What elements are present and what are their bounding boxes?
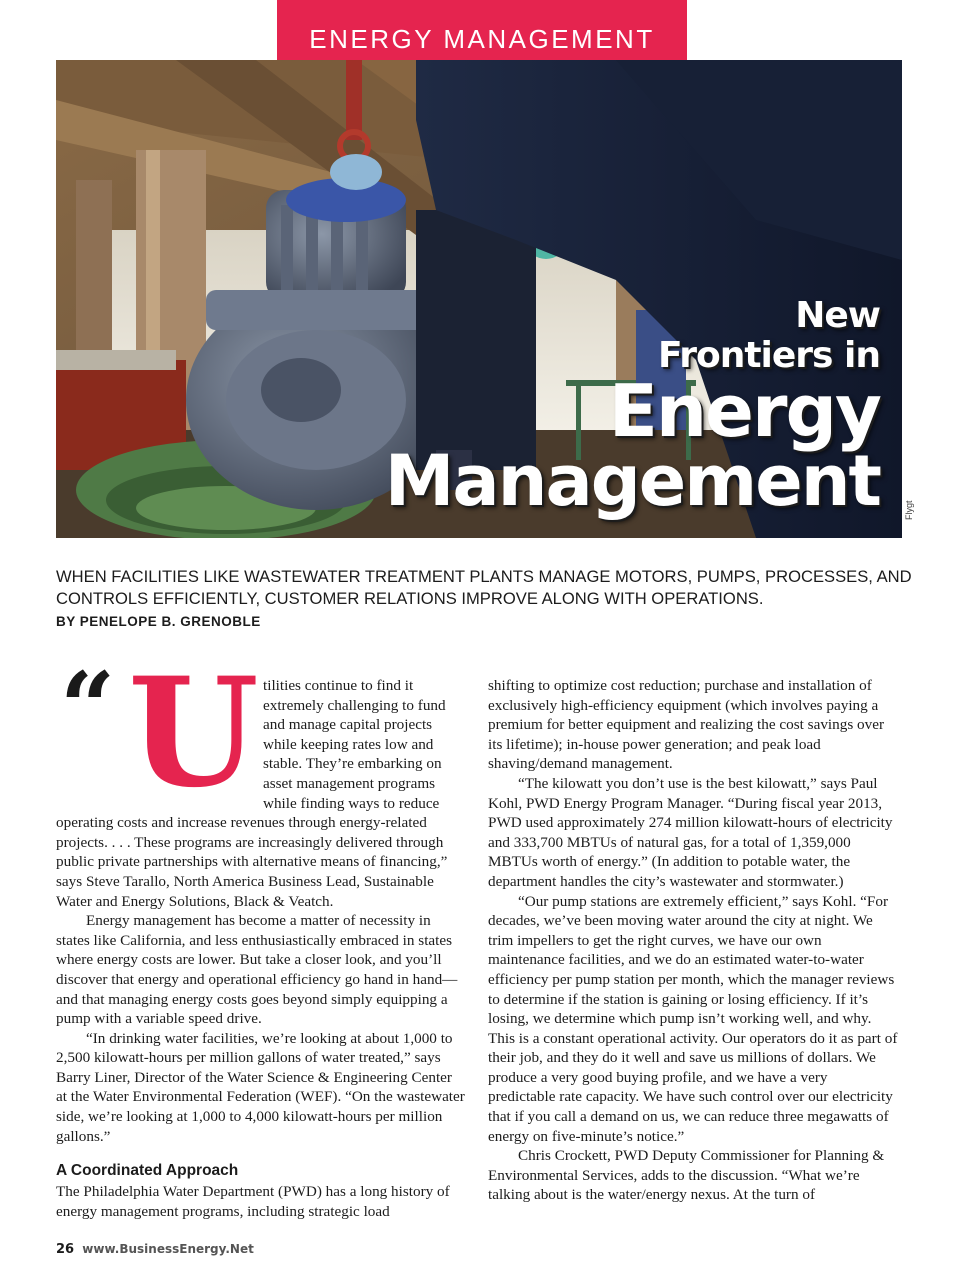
body-paragraph: “In drinking water facilities, we’re looking at about 1,000 to 2,500 kilowatt-hours per million gallons of water treated,” says Barry Liner, Director of the Water Science & Engineering Center at the Water Environmental Federation (WEF). “On the wastewater side, we’re looking at 1,000 to 4,000 kilowatt-hours per million gallons.” (56, 1029, 465, 1145)
hero-photo (56, 60, 902, 538)
headline-line-2: Frontiers in (657, 335, 880, 376)
body-paragraph: Chris Crockett, PWD Deputy Commissioner for Planning & Environmental Services, adds to the discussion. “What we’re talking about is the water/energy nexus. At the turn of (488, 1147, 885, 1204)
article-headline (384, 295, 880, 522)
body-paragraph: The Philadelphia Water Department (PWD) has a long history of energy management programs, including strategic load (56, 1183, 450, 1220)
photo-credit: Flygt (904, 500, 914, 520)
section-label: ENERGY MANAGEMENT (277, 0, 687, 60)
section-subhead: A Coordinated Approach (56, 1162, 239, 1180)
headline-line-1: New (795, 295, 880, 336)
article-deck: WHEN FACILITIES LIKE WASTEWATER TREATMENT PLANTS MANAGE MOTORS, PUMPS, PROCESSES, AND CONTROLS EFFICIENTLY, CUSTOMER RELATIONS IMPROVE ALONG WITH OPERATIONS. (56, 567, 912, 608)
drop-cap-group (56, 645, 261, 821)
right-column (488, 676, 898, 1205)
body-paragraph: “Our pump stations are extremely efficient,” says Kohl. “For decades, we’ve been moving water around the city at night. We trim impellers to get the right curves, we have our own maintenance facilities, and we do an estimated water-to-water efficiency per pump station per month, which the manager reviews to determine if the station is gaining or losing efficiency. If it’s losing, we determine which pump isn’t working well, and why. This is a constant operational activity. Our operators do it as part of their job, and they do it well and save us millions of dollars. We produce a very good buying profile, and we have a very predictable rate capacity. We have such control over our electricity that if you call a demand on us, we can reduce three megawatts of energy on five-minute’s notice.” (488, 892, 898, 1145)
footer-url: www.BusinessEnergy.Net (82, 1242, 254, 1256)
headline-line-4: Management (384, 440, 880, 522)
quote-mark: “ (60, 651, 116, 764)
headline-line-3: Energy (608, 369, 880, 453)
body-paragraph: “The kilowatt you don’t use is the best kilowatt,” says Paul Kohl, PWD Energy Program Manager. “During fiscal year 2013, PWD used approximately 274 million kilowatt-hours of electricity and 333,700 MBTUs of natural gas, for a total of 1,359,000 MBTUs worth of energy.” (In addition to potable water, the department handles the city’s wastewater and stormwater.) (488, 774, 893, 890)
page-number: 26 (56, 1242, 75, 1257)
left-column (56, 645, 466, 1221)
body-paragraph: Energy management has become a matter of necessity in states like California, and less enthusiastically embraced in states where energy costs are lower. But take a closer look, and you’ll discover that energy and operational efficiency go hand in hand—and that managing energy costs goes beyond simply equipping a pump with a variable speed drive. (56, 912, 458, 1028)
body-paragraph: shifting to optimize cost reduction; purchase and installation of exclusively high-efficiency equipment (which involves paying a premium for better equipment and realizing the cost savings over its lifetime); in-house power generation; and peak load shaving/demand management. (488, 677, 885, 773)
body-paragraph: tilities continue to find it extremely challenging to fund and manage capital projects while keeping rates low and stable. They’re embarking on asset management programs while finding ways to reduce operating costs and increase revenues through energy-related projects. . . . These programs are increasingly delivered through public private partnerships with alternative means of financing,” says Steve Tarallo, North America Business Lead, Sustainable Water and Energy Solutions, Black & Veatch. (56, 677, 448, 910)
page-footer (56, 1242, 254, 1257)
drop-cap: U (128, 645, 259, 821)
article-byline: BY PENELOPE B. GRENOBLE (56, 614, 261, 629)
